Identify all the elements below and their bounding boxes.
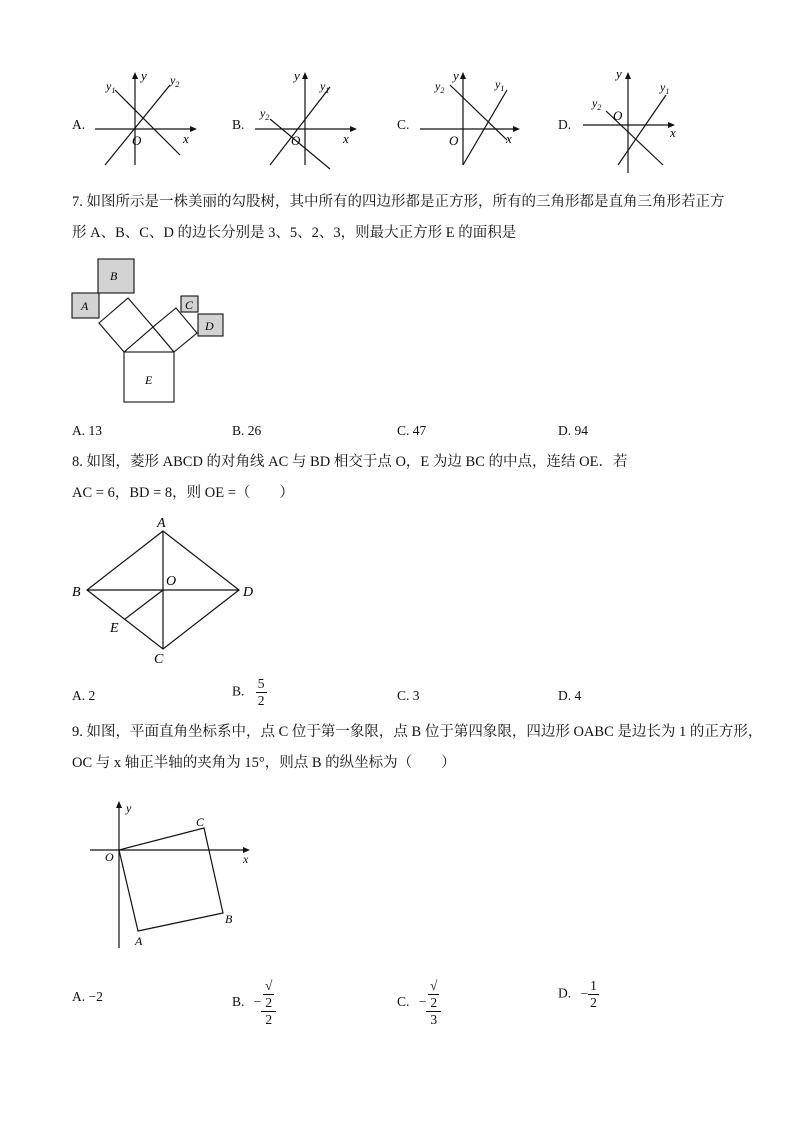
svg-text:O: O <box>449 133 459 148</box>
q7-stem-line1: 7. 如图所示是一株美丽的勾股树，其中所有的四边形都是正方形，所有的三角形都是直角三角形若正方 <box>72 194 725 210</box>
vertex-c-label: C <box>154 652 164 667</box>
q7-stem-line2: 形 A、B、C、D 的边长分别是 3、5、2、3，则最大正方形 E 的面积是 <box>72 225 517 241</box>
svg-text:y2: $y_2$ <box>260 106 270 122</box>
q8-option-a: A. 2 <box>72 688 96 703</box>
q7-pythagoras-tree-figure <box>70 255 230 410</box>
square-b-label: B <box>110 269 118 283</box>
center-o-label: O <box>166 574 177 589</box>
q7-option-b: B. 26 <box>232 423 262 438</box>
q9-coordinate-figure <box>85 798 265 953</box>
q7-option-d: D. 94 <box>558 423 588 438</box>
square-c-label: C <box>185 298 194 312</box>
svg-text:O: O <box>291 133 301 148</box>
q9-stem-line2: OC 与 x 轴正半轴的夹角为 15°，则点 B 的纵坐标为（ ） <box>72 755 456 771</box>
q8-stem-line1: 8. 如图，菱形 ABCD 的对角线 AC 与 BD 相交于点 O，E 为边 BC 的中点，连结 OE．若 <box>72 454 628 470</box>
svg-text:O: O <box>613 108 623 123</box>
q6-graph-a <box>90 65 200 165</box>
svg-text:x: x <box>506 131 512 146</box>
q9-option-b: B. − √ 2 2 <box>232 978 276 1028</box>
q6-graph-c <box>415 65 525 165</box>
origin-o-label: O <box>105 850 114 864</box>
square-e-label: E <box>145 373 153 387</box>
y-axis-label: y <box>141 68 147 83</box>
q9-option-d: D. − $\frac{1}{2}$ <box>558 978 597 1010</box>
y-axis-label: y <box>126 801 132 815</box>
vertex-a-label: A <box>135 934 143 948</box>
q8-option-d: D. 4 <box>558 688 582 703</box>
q7-option-c: C. 47 <box>397 423 427 438</box>
svg-text:y2: $y_2$ <box>592 96 602 112</box>
vertex-b-label: B <box>72 585 81 600</box>
q6-option-c-label: C. <box>397 117 410 132</box>
svg-text:y2: $y_2$ <box>435 79 445 95</box>
vertex-a-label: A <box>157 516 166 531</box>
q9-option-c: C. − √ 2 3 <box>397 978 441 1028</box>
q8-option-b: B. $\frac{5}{2}$ <box>232 676 265 708</box>
vertex-d-label: D <box>243 585 254 600</box>
q6-option-d-label: D. <box>558 117 572 132</box>
q9-option-a: A. −2 <box>72 989 103 1004</box>
q6-graph-d <box>578 65 688 165</box>
x-axis-label: x <box>183 131 189 146</box>
svg-text:y1: $y_1$ <box>495 77 505 93</box>
svg-text:x: x <box>343 131 349 146</box>
origin-label: O <box>132 133 142 148</box>
q6-graph-b <box>250 65 360 165</box>
svg-text:y: y <box>294 68 300 83</box>
svg-text:y1: $y_1$ <box>106 79 116 95</box>
svg-text:y: y <box>453 68 459 83</box>
svg-text:y: y <box>616 66 622 81</box>
q8-stem-line2: AC = 6，BD = 8，则 OE =（ ） <box>72 485 294 501</box>
vertex-c-label: C <box>196 815 205 829</box>
vertex-b-label: B <box>225 912 233 926</box>
q6-option-b-label: B. <box>232 117 245 132</box>
square-d-label: D <box>205 319 214 333</box>
square-a-label: A <box>81 299 89 313</box>
midpoint-e-label: E <box>110 621 119 636</box>
svg-text:y1: $y_1$ <box>320 79 330 95</box>
svg-text:y1: $y_1$ <box>660 80 670 96</box>
q8-option-c: C. 3 <box>397 688 420 703</box>
q7-option-a: A. 13 <box>72 423 102 438</box>
q6-option-a-label: A. <box>72 117 86 132</box>
x-axis-label: x <box>243 852 249 866</box>
q8-rhombus-figure <box>70 513 270 668</box>
svg-text:y2: $y_2$ <box>170 73 180 89</box>
q9-stem-line1: 9. 如图，平面直角坐标系中，点 C 位于第一象限，点 B 位于第四象限，四边形 OABC 是边长为 1 的正方形， <box>72 724 763 740</box>
svg-text:x: x <box>670 125 676 140</box>
